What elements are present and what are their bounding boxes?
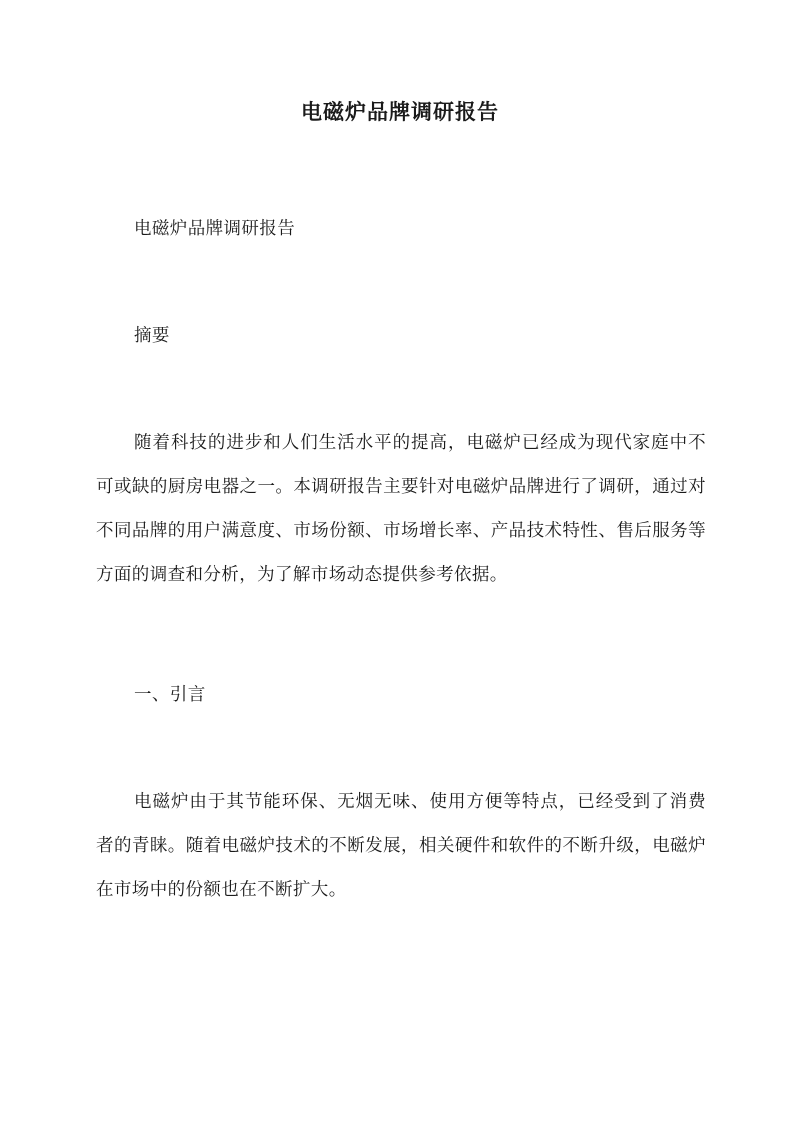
report-subtitle: 电磁炉品牌调研报告 <box>134 219 296 239</box>
abstract-heading: 摘要 <box>134 326 170 346</box>
document-title: 电磁炉品牌调研报告 <box>301 99 499 124</box>
abstract-paragraph: 随着科技的进步和人们生活水平的提高，电磁炉已经成为现代家庭中不可或缺的厨房电器之一。本调研报告主要针对电磁炉品牌进行了调研，通过对不同品牌的用户满意度、市场份额、市场增长率、产品技术特性、售后服务等方面的调查和分析，为了解市场动态提供参考依据。 <box>96 433 706 585</box>
introduction-paragraph: 电磁炉由于其节能环保、无烟无味、使用方便等特点，已经受到了消费者的青睐。随着电磁炉技术的不断发展，相关硬件和软件的不断升级，电磁炉在市场中的份额也在不断扩大。 <box>96 792 706 900</box>
introduction-heading: 一、引言 <box>134 685 206 705</box>
